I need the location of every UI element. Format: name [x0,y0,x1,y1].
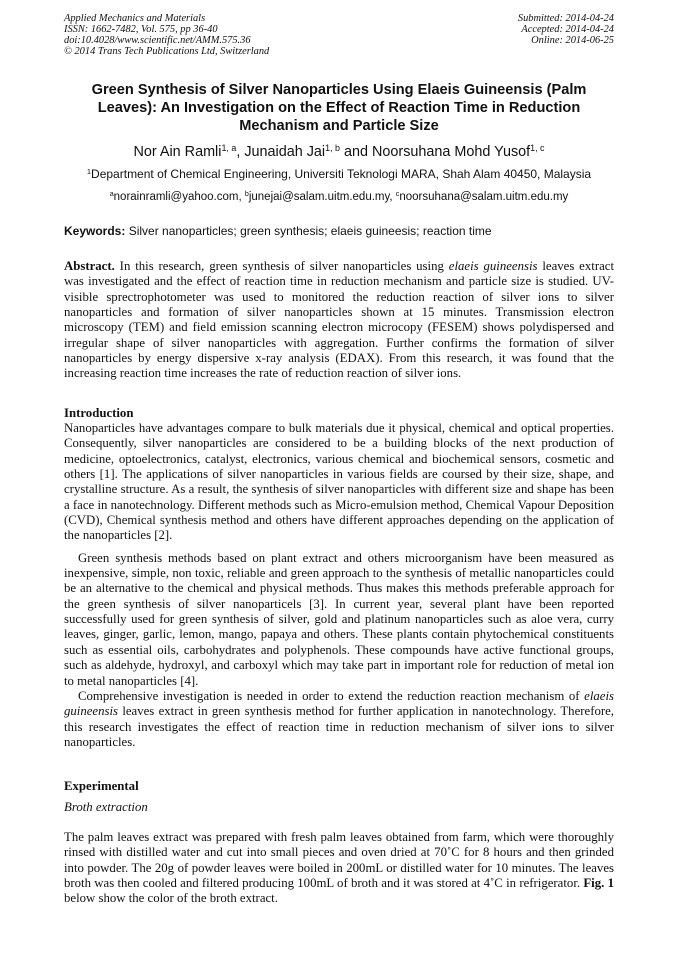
journal-name: Applied Mechanics and Materials [64,13,206,24]
introduction-paragraph [64,689,614,750]
abstract [64,259,614,382]
paragraph-text: leaves extract in green synthesis method for further application in nanotechnology. Therefore, this research investigates the effect of reaction time in reduction mechanism of silver ions to silver nanoparticles. [64,704,614,749]
title-line: Green Synthesis of Silver Nanoparticles Using Elaeis Guineensis (Palm [91,82,587,98]
keywords-label: Keywords: [64,224,126,238]
author-separator: and [339,144,372,160]
paragraph-text: below show the color of the broth extract. [64,891,278,906]
journal-doi: doi:10.4028/www.scientific.net/AMM.575.36 [64,35,251,46]
author-name: Noorsuhana Mohd Yusof [372,144,531,160]
abstract-text: leaves extract was investigated and the effect of reaction time in reduction mechanism and particle size is studied. UV-visible sprectrophotometer was used to monitored the reduction reaction of silver ions to silver nanoparticles and formation of silver nanoparticles shown at 15 minutes. Transmission electron microscopy (TEM) and field emission scanning electron microcopy (FESEM) shows polydispersed and irregular shape of silver nanoparticles with aggregation. Further confirms the formation of silver nanoparticles by energy dispersive x-ray analysis (EDAX). From this research, it was found that the increasing reaction time increases the rate of reduction reaction of silver ions. [64,259,614,381]
introduction-paragraph: Nanoparticles have advantages compare to bulk materials due it physical, chemical and optical properties. Consequently, silver nanoparticles are considered to be a building blocks of the next production of medicine, optoelectronics, catalyst, electronics, various chemical and biochemical sensors, cosmetic and others [1]. The applications of silver nanoparticles in various fields are coursed by their size, shape, and crystalline structure. As a result, the synthesis of silver nanoparticles with different size and shape has been a face in nanotechnology. Different methods such as Micro-emulsion method, Chemical Vapour Deposition (CVD), Chemical synthesis method and others have different approaches depending on the application of the nanoparticles [2]. [64,421,614,543]
section-heading-experimental: Experimental [64,779,139,793]
introduction-paragraph: Green synthesis methods based on plant extract and others microorganism have been measured as inexpensive, simple, non toxic, reliable and green approach to the synthesis of metallic nanoparticles could be an alternative to the chemical and physical methods. Thus makes this methods preferable approach for the green synthesis of silver nanoparticels [3]. In current year, several plant have been reported successfully used for green synthesis of silver, gold and platinum nanoparticles such as aloe vera, curry leaves, ginger, garlic, lemon, mango, papaya and others. These plants contain phytochemical constituents such as essential oils, carbohydrates and polyphenols. These compounds have active functional groups, such as aldehyde, hydroxyl, and carboxyl which may take part in important role for reduction of metal ion to metal nanoparticles [4]. [64,550,614,688]
author-name: Junaidah Jai [244,144,326,160]
experimental-body [64,830,614,907]
species-name: elaeis guineensis [64,688,614,719]
abstract-text: In this research, green synthesis of silver nanoparticles using [114,259,449,273]
paper-title [50,81,628,135]
affiliation [40,167,638,182]
author-separator: , [236,144,245,160]
email-address: noorsuhana@salam.uitm.edu.my [399,191,569,203]
journal-issn: ISSN: 1662-7482, Vol. 575, pp 36-40 [64,24,218,35]
introduction-body [64,421,614,750]
paragraph-text: The palm leaves extract was prepared with fresh palm leaves obtained from farm, which were thoroughly rinsed with distilled water and cut into small pieces and oven dried at 70˚C for 8 hours and then grinded into powder. The 20g of powder leaves were boiled in 200mL or distilled water for 10 minutes. The leaves broth was then cooled and filtered producing 100mL of broth and it was stored at 4˚C in refrigerator. [64,830,614,891]
abstract-paragraph [64,259,614,382]
abstract-species-name: elaeis guineensis [448,259,538,273]
paragraph-text: Comprehensive investigation is needed in order to extend the reduction reaction mechanism of [78,688,585,703]
figure-reference: Fig. 1 [583,876,614,891]
title-line: Mechanism and Particle Size [239,118,439,134]
author-affil-mark: 1, c [530,143,545,154]
keywords [64,224,614,239]
author-list [40,143,638,161]
keywords-text: Silver nanoparticles; green synthesis; elaeis guineesis; reaction time [125,224,492,238]
author-name: Nor Ain Ramli [133,144,222,160]
affiliation-text: Department of Chemical Engineering, Universiti Teknologi MARA, Shah Alam 40450, Malaysia [91,167,592,181]
email-mark: c [395,190,400,199]
author-affil-mark: 1, a [221,143,237,154]
date-accepted: Accepted: 2014-04-24 [521,24,614,35]
email-mark: a [109,190,114,199]
journal-header-left [64,13,269,57]
affiliation-mark: 1 [86,166,92,176]
abstract-label: Abstract. [64,259,115,273]
journal-copyright: © 2014 Trans Tech Publications Ltd, Switzerland [64,46,270,57]
date-online: Online: 2014-06-25 [531,35,614,46]
email-address: norainramli@yahoo.com, [113,191,245,203]
author-affil-mark: 1, b [325,143,340,154]
email-address: junejai@salam.uitm.edu.my, [248,191,396,203]
section-heading-introduction: Introduction [64,406,134,420]
subsection-heading-broth-extraction: Broth extraction [64,800,148,814]
author-emails [40,190,638,205]
journal-header-right [518,13,614,46]
title-line: Leaves): An Investigation on the Effect of Reaction Time in Reduction [97,100,581,116]
experimental-paragraph [64,830,614,907]
email-mark: b [244,190,249,199]
date-submitted: Submitted: 2014-04-24 [517,13,614,24]
